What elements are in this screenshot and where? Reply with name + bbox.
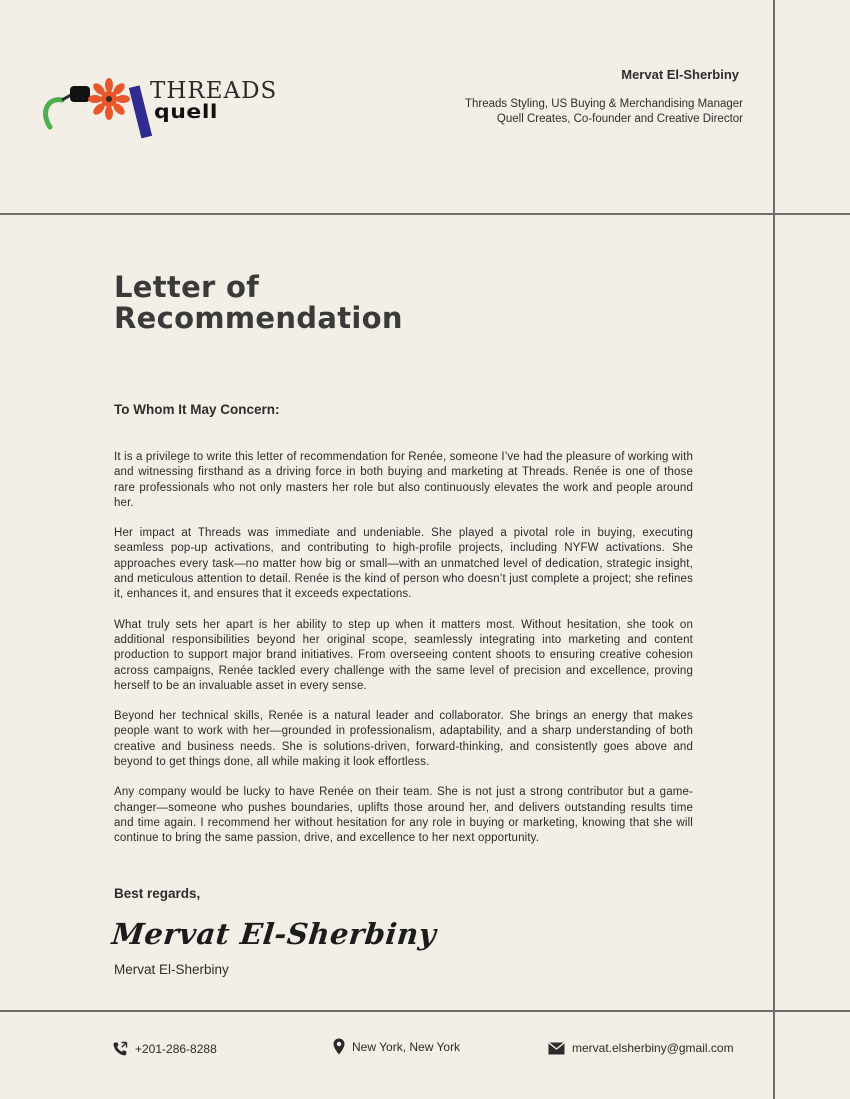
- location-text: New York, New York: [352, 1039, 461, 1054]
- paragraph: Beyond her technical skills, Renée is a natural leader and collaborator. She brings an energy that makes people want to work with her—grounded in professionalism, adaptability, and a sharp understanding of both creative and business needs. She is solutions-driven, forward-thinking, and consistently goes above and beyond to get things done, all while making it look effortless.: [114, 710, 693, 769]
- logo-wordmark-quell: quell: [154, 102, 218, 124]
- contact-location: [333, 1038, 460, 1055]
- paragraph: Her impact at Threads was immediate and undeniable. She played a pivotal role in buying, executing seamless pop-up activations, and contributing to high-profile projects, including NYFW activations. She approaches every task—no matter how big or small—with an unmatched level of dedication, strategic insight, and meticulous attention to detail. Renée is the kind of person who doesn’t just complete a project; she refines it, enhances it, and ensures that it exceeds expectations.: [114, 527, 693, 601]
- vertical-rule: [773, 0, 775, 1099]
- contact-phone: [112, 1041, 217, 1057]
- header-divider: [0, 213, 850, 215]
- phone-number[interactable]: +201-286-8288: [135, 1042, 217, 1056]
- author-name: Mervat El-Sherbiny: [621, 67, 739, 82]
- contact-email: [548, 1041, 734, 1055]
- location-pin-icon: [333, 1038, 345, 1055]
- title-line: Letter of: [114, 270, 260, 304]
- letter-title: [114, 272, 403, 334]
- phone-icon: [112, 1041, 128, 1057]
- author-role: Threads Styling, US Buying & Merchandising Manager: [464, 98, 743, 110]
- paragraph: What truly sets her apart is her ability to step up when it matters most. Without hesitation, she took on additional responsibilities beyond her original scope, seamlessly integrating into marketing and content production to support major brand initiatives. From overseeing content shoots to ensuring creative cohesion across campaigns, Renée tackled every challenge with the same level of precision and excellence, proving herself to be an invaluable asset in every sense.: [114, 618, 693, 692]
- author-role: Quell Creates, Co-founder and Creative Director: [496, 113, 743, 125]
- salutation: To Whom It May Concern:: [114, 402, 280, 417]
- letter-body: [114, 450, 693, 862]
- paragraph: Any company would be lucky to have Renée on their team. She is not just a strong contributor but a game-changer—someone who pushes boundaries, uplifts those around her, and delivers outstanding results time and time again. I recommend her without hesitation for any role in buying or marketing, knowing that she will continue to bring the same passion, drive, and excellence to her next opportunity.: [114, 786, 693, 845]
- email-address[interactable]: mervat.elsherbiny@gmail.com: [572, 1041, 734, 1055]
- handwritten-signature: Mervat El-Sherbiny: [110, 917, 438, 951]
- footer-divider: [0, 1010, 850, 1012]
- author-roles: [465, 97, 743, 127]
- closing: Best regards,: [114, 886, 201, 901]
- envelope-icon: [548, 1042, 565, 1055]
- signer-name: Mervat El-Sherbiny: [114, 962, 229, 977]
- logo-wordmark-threads: THREADS: [150, 78, 278, 104]
- title-line: Recommendation: [114, 301, 403, 335]
- paragraph: It is a privilege to write this letter of recommendation for Renée, someone I’ve had the pleasure of working with and witnessing firsthand as a driving force in both buying and marketing at Threads. Renée is one of those rare professionals who not only masters her role but also continuously elevates the work and people around her.: [114, 451, 693, 509]
